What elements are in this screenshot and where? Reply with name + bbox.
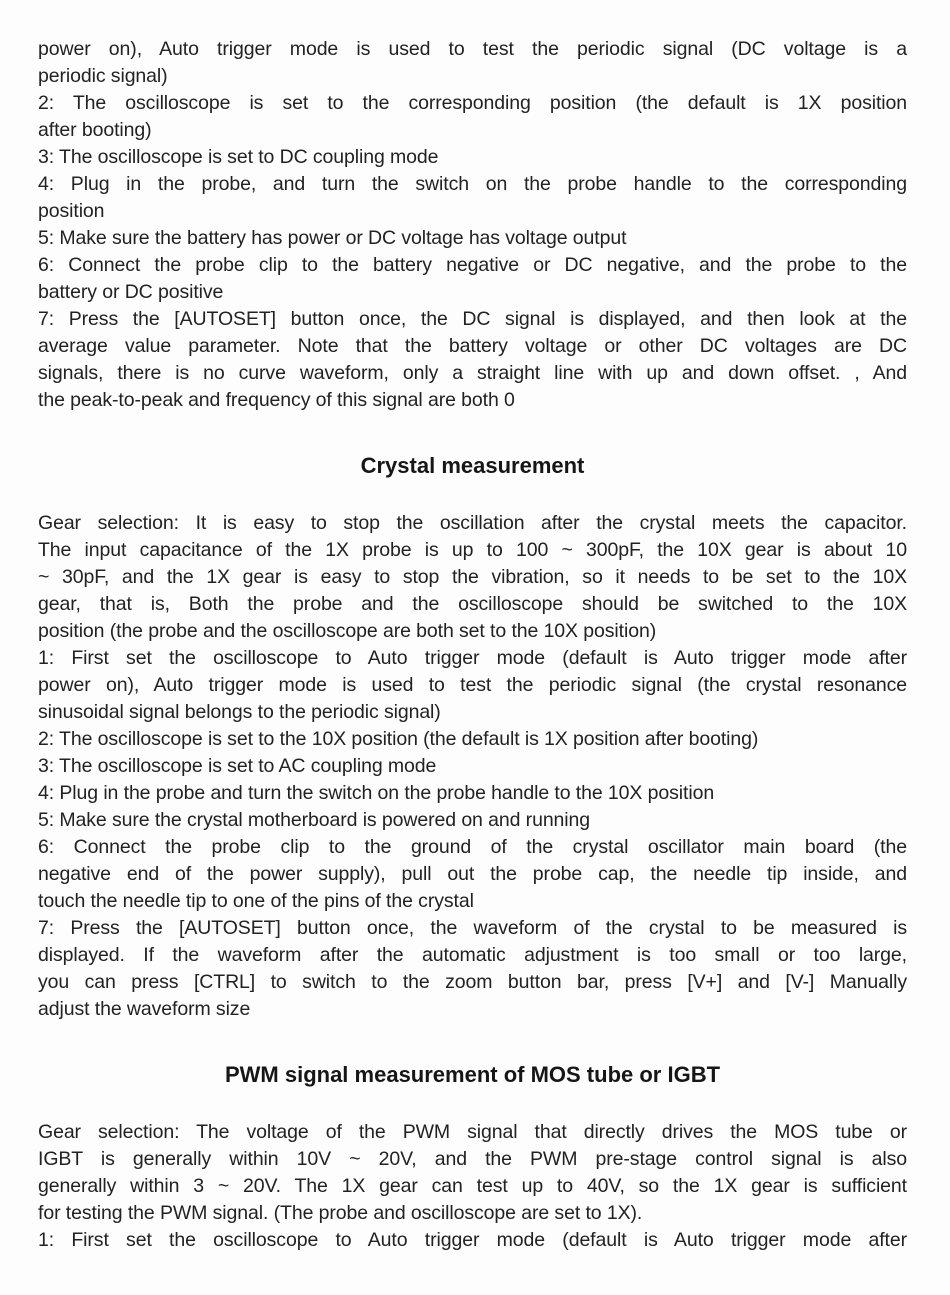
text-line: The input capacitance of the 1X probe is up to 100 ~ 300pF, the 10X gear is about 10 [38, 539, 907, 561]
text-line: displayed. If the waveform after the automatic adjustment is too small or too large, [38, 944, 907, 966]
text-line: ~ 30pF, and the 1X gear is easy to stop the vibration, so it needs to be set to the 10X [38, 566, 907, 588]
text-line: 2: The oscilloscope is set to the corresponding position (the default is 1X position [38, 92, 907, 114]
text-line: 4: Plug in the probe, and turn the switch on the probe handle to the corresponding [38, 173, 907, 195]
text-line: position (the probe and the oscilloscope are both set to the 10X position) [38, 620, 657, 642]
text-line: 6: Connect the probe clip to the ground of the crystal oscillator main board (the [38, 836, 907, 858]
text-line: adjust the waveform size [38, 998, 251, 1020]
text-line: signals, there is no curve waveform, only a straight line with up and down offset. , And [38, 362, 907, 384]
text-line: the peak-to-peak and frequency of this signal are both 0 [38, 389, 515, 411]
text-line: generally within 3 ~ 20V. The 1X gear can test up to 40V, so the 1X gear is sufficient [38, 1175, 907, 1197]
text-line: negative end of the power supply), pull out the probe cap, the needle tip inside, and [38, 863, 907, 885]
text-line: 7: Press the [AUTOSET] button once, the DC signal is displayed, and then look at the [38, 308, 907, 330]
section-heading: Crystal measurement [360, 453, 585, 478]
text-line: Gear selection: It is easy to stop the oscillation after the crystal meets the capacitor. [38, 512, 907, 534]
section-heading: PWM signal measurement of MOS tube or IGBT [224, 1062, 721, 1087]
text-line: 6: Connect the probe clip to the battery negative or DC negative, and the probe to the [38, 254, 907, 276]
text-line: 3: The oscilloscope is set to AC coupling mode [38, 755, 437, 777]
text-line: 1: First set the oscilloscope to Auto trigger mode (default is Auto trigger mode after [38, 1229, 907, 1251]
text-line: 5: Make sure the crystal motherboard is powered on and running [38, 809, 591, 831]
text-line: after booting) [38, 119, 152, 141]
text-line: 1: First set the oscilloscope to Auto trigger mode (default is Auto trigger mode after [38, 647, 907, 669]
text-line: touch the needle tip to one of the pins of the crystal [38, 890, 474, 912]
text-line: position [38, 200, 105, 222]
text-line: gear, that is, Both the probe and the oscilloscope should be switched to the 10X [38, 593, 907, 615]
text-line: 2: The oscilloscope is set to the 10X position (the default is 1X position after booting) [38, 728, 759, 750]
text-line: IGBT is generally within 10V ~ 20V, and the PWM pre-stage control signal is also [38, 1148, 907, 1170]
text-line: 5: Make sure the battery has power or DC voltage has voltage output [38, 227, 627, 249]
text-line: average value parameter. Note that the battery voltage or other DC voltages are DC [38, 335, 907, 357]
text-line: 3: The oscilloscope is set to DC coupling mode [38, 146, 439, 168]
text-line: you can press [CTRL] to switch to the zoom button bar, press [V+] and [V-] Manually [38, 971, 907, 993]
text-line: for testing the PWM signal. (The probe and oscilloscope are set to 1X). [38, 1202, 643, 1224]
text-line: Gear selection: The voltage of the PWM signal that directly drives the MOS tube or [38, 1121, 907, 1143]
text-line: power on), Auto trigger mode is used to test the periodic signal (the crystal resonance [38, 674, 907, 696]
text-line: power on), Auto trigger mode is used to test the periodic signal (DC voltage is a [38, 38, 907, 60]
text-line: battery or DC positive [38, 281, 224, 303]
text-line: 7: Press the [AUTOSET] button once, the waveform of the crystal to be measured is [38, 917, 907, 939]
text-line: periodic signal) [38, 65, 168, 87]
text-line: 4: Plug in the probe and turn the switch on the probe handle to the 10X position [38, 782, 715, 804]
text-line: sinusoidal signal belongs to the periodic signal) [38, 701, 441, 723]
